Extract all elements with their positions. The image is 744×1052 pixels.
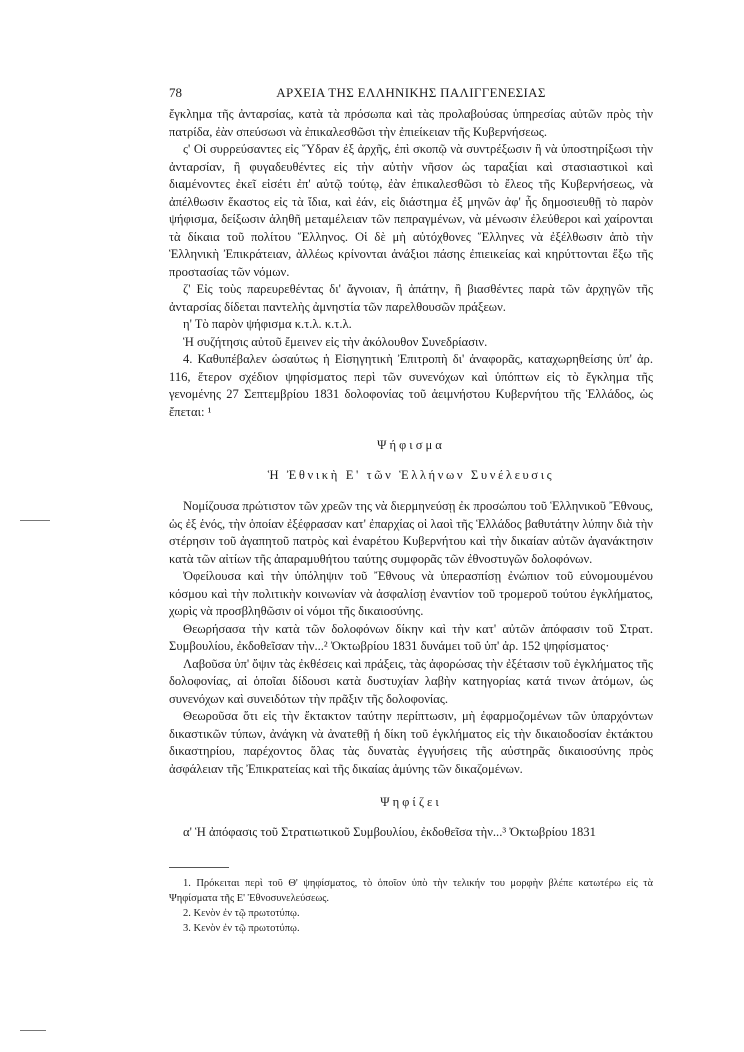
paragraph: Ἡ συζήτησις αὐτοῦ ἔμεινεν εἰς τὴν ἀκόλουθον Συνεδρίασιν. bbox=[183, 334, 488, 349]
paragraph: ζ' Εἰς τοὺς παρευρεθέντας δι' ἄγνοιαν, ἢ ἀπάτην, ἢ βιασθέντες παρὰ τῶν ἀρχηγῶν τῆς ἀνταρσίας δίδεται παντελὴς ἀμνηστία τῶν παρελθουσῶν πράξεων. bbox=[169, 282, 653, 314]
decree-paragraph: Λαβοῦσα ὑπ' ὄψιν τὰς ἐκθέσεις καὶ πράξεις, τὰς ἀφορώσας τὴν ἐξέτασιν τοῦ ἐγκλήματος τῆς δολοφονίας, αἱ ὁποῖαι δίδουσι κατὰ δυστυχίαν λαβὴν κατηγορίας κατά τινων ἀτόμων, ὡς συνενόχων καὶ συνειδότων τὴν πρᾶξιν τῆς δολοφονίας. bbox=[169, 656, 653, 706]
decree-heading: Ψήφισμα bbox=[377, 438, 445, 452]
footnote: 1. Πρόκειται περὶ τοῦ Θ' ψηφίσματος, τὸ ὁποῖον ὑπὸ τὴν τελικήν του μορφὴν βλέπε κατωτέρω εἰς τὰ Ψηφίσματα τῆς Ε' Ἐθνοσυνελεύσεως. bbox=[169, 878, 653, 904]
decides-heading: Ψηφίζει bbox=[380, 795, 442, 809]
paragraph: η' Τὸ παρὸν ψήφισμα κ.τ.λ. κ.τ.λ. bbox=[183, 317, 352, 331]
running-title: ΑΡΧΕΙΑ ΤΗΣ ΕΛΛΗΝΙΚΗΣ ΠΑΛΙΓΓΕΝΕΣΙΑΣ bbox=[276, 85, 546, 100]
footnote-divider bbox=[169, 867, 229, 868]
page-number: 78 bbox=[169, 85, 182, 100]
paragraph: 4. Καθυπέβαλεν ὡσαύτως ἡ Εἰσηγητικὴ Ἐπιτροπὴ δι' ἀναφορᾶς, καταχωρηθείσης ὑπ' ἀρ. 116, ἕτερον σχέδιον ψηφίσματος περὶ τῶν συνενόχων καὶ ὑπόπτων εἰς τὸ ἔγκλημα τῆς γενομένης 27 Σεπτεμβρίου 1831 δολοφονίας τοῦ ἀειμνήστου Κυβερνήτου τῆς Ἑλλάδος, ὡς ἔπεται: ¹ bbox=[169, 352, 653, 419]
running-header bbox=[169, 84, 653, 106]
footnote: 2. Κενὸν ἐν τῷ πρωτοτύπῳ. bbox=[183, 908, 300, 919]
footnotes bbox=[169, 867, 653, 936]
decree-paragraph: Θεωροῦσα ὅτι εἰς τὴν ἔκτακτον ταύτην περίπτωσιν, μὴ ἐφαρμοζομένων τῶν ὑπαρχόντων δικαστικῶν τύπων, ἀνάγκη νὰ ἀνατεθῇ ἡ δίκη τοῦ ἐγκλήματος εἰς τὴν δικαιοδοσίαν ἐκτάκτου δικαστηρίου, παρέχοντος ὅλας τὰς δυνατὰς ἐγγυήσεις τῆς αὐστηρᾶς δικαιοσύνης πρὸς ἀσφάλειαν τῆς Ἐπικρατείας καὶ τῆς δικαίας ἀμύνης τῶν δικαζομένων. bbox=[169, 709, 653, 776]
footnote: 3. Κενὸν ἐν τῷ πρωτοτύπῳ. bbox=[183, 923, 300, 934]
paragraph: ς' Οἱ συρρεύσαντες εἰς Ὕδραν ἐξ ἀρχῆς, ἐπὶ σκοπῷ νὰ συντρέξωσιν ἢ νὰ ὑποστηρίξωσι τὴν ἀνταρσίαν, ἢ φυγαδευθέντες εἰς τὴν αὐτὴν νῆσον ὡς ταραξίαι καὶ στασιαστικοὶ καὶ διαμένοντες ἐκεῖ εἰσέτι ἐπ' αὐτῷ τούτῳ, ἐὰν ἐπικαλεσθῶσι τὸ ἔλεος τῆς Κυβερνήσεως, νὰ ἀπέλθωσιν ἕκαστος εἰς τὰ ἴδια, καὶ ἐάν, εἰς διάστημα ἐξ μηνῶν ἀφ' ἧς δημοσιευθῇ τὸ παρὸν ψήφισμα, δείξωσιν ἀληθῆ μεταμέλειαν τῶν πεπραγμένων, νὰ μένωσιν ἐλεύθεροι καὶ χαίρονται τὰ δίκαια τοῦ πολίτου Ἕλληνος. Οἱ δὲ μὴ αὐτόχθονες Ἕλληνες νὰ ἐξέλθωσιν ἀπὸ τὴν Ἑλληνικὴ Ἐπικράτειαν, ἀλλέως κρίνονται ἀνάξιοι πάσης ἐπιεικείας καὶ κηρύττονται ἔξω τῆς προστασίας τῶν νόμων. bbox=[169, 142, 653, 279]
document-page bbox=[169, 84, 653, 936]
decree-paragraph: Νομίζουσα πρώτιστον τῶν χρεῶν της νὰ διερμηνεύσῃ ἐκ προσώπου τοῦ Ἑλληνικοῦ Ἔθνους, ὡς ἐξ ἑνός, τὴν ὁποίαν ἐξέφρασαν κατ' ἐπαρχίας οἱ λαοὶ τῆς Ἑλλάδος βαθυτάτην λύπην διὰ τὴν στέρησιν τοῦ ἀγαπητοῦ πατρὸς καὶ ἐναρέτου Κυβερνήτου καὶ τὴν δικαίαν αὐτῶν ἀγανάκτησιν κατὰ τῶν αἰτίων τῆς ἀπαραμυθήτου ταύτης συμφορᾶς τῶν ἐθνοστυγῶν δολοφόνων. bbox=[169, 499, 653, 566]
scan-edge-mark bbox=[20, 1030, 46, 1031]
decree-paragraph: Θεωρήσασα τὴν κατὰ τῶν δολοφόνων δίκην καὶ τὴν κατ' αὐτῶν ἀπόφασιν τοῦ Στρατ. Συμβουλίου, ἐκδοθεῖσαν τὴν...² Ὀκτωβρίου 1831 δυνάμει τοῦ ὑπ' ἀρ. 152 ψηφίσματος· bbox=[169, 621, 653, 653]
paragraph: ἔγκλημα τῆς ἀνταρσίας, κατὰ τὰ πρόσωπα καὶ τὰς προλαβούσας ὑπηρεσίας αὐτῶν πρὸς τὴν πατρίδα, ἐὰν σπεύσωσι νὰ ἐπικαλεσθῶσι τὴν ἐπιείκειαν τῆς Κυβερνήσεως. bbox=[169, 107, 653, 139]
decree-subheading: Ἡ Ἐθνικὴ Ε' τῶν Ἑλλήνων Συνέλευσις bbox=[267, 467, 555, 482]
article-a: α' Ἡ ἀπόφασις τοῦ Στρατιωτικοῦ Συμβουλίου, ἐκδοθεῖσα τὴν...³ Ὀκτωβρίου 1831 bbox=[183, 824, 596, 839]
decree-paragraph: Ὀφείλουσα καὶ τὴν ὑπόληψιν τοῦ Ἔθνους νὰ ὑπερασπίσῃ ἐνώπιον τοῦ εὐνομουμένου κόσμου καὶ τὴν πολιτικὴν κοινωνίαν νὰ ἀσφαλίσῃ ἐναντίον τοῦ τρομεροῦ τούτου ἐγκλήματος, χωρὶς νὰ προσβληθῶσιν οἱ νόμοι τῆς δικαιοσύνης. bbox=[169, 569, 653, 618]
scan-edge-mark bbox=[20, 520, 50, 521]
